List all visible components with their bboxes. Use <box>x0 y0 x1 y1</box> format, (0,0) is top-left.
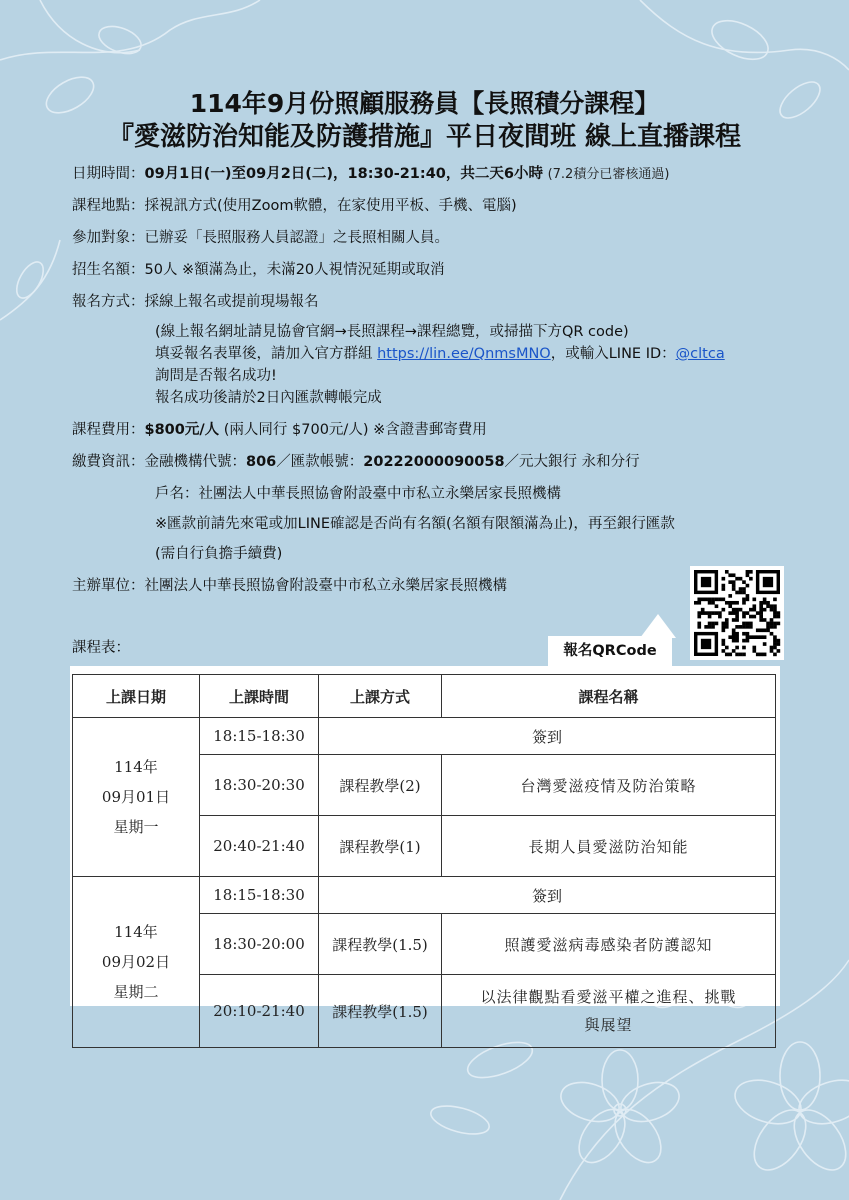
title-line-1: 114年9月份照顧服務員【長照積分課程】 <box>189 89 660 118</box>
payment-note-1: ※匯款前請先來電或加LINE確認是否尚有名額(名額有限額滿為止)，再至銀行匯款 <box>155 516 675 532</box>
fee-rest: (兩人同行 $700元/人) ※含證書郵寄費用 <box>219 422 487 438</box>
title-line-2: 『愛滋防治知能及防護措施』平日夜間班 線上直播課程 <box>107 122 742 152</box>
day2-time-2: 18:30-20:00 <box>200 914 319 975</box>
schedule-table-container <box>70 666 780 1034</box>
quota-value: 50人 ※額滿為止，未滿20人視情況延期或取消 <box>144 262 445 278</box>
signup-line-3: 詢問是否報名成功! <box>155 368 277 384</box>
date-label: 日期時間： <box>72 166 145 182</box>
day2-time-1: 18:15-18:30 <box>200 877 319 914</box>
day2-mode-3: 課程教學(1.5) <box>319 975 442 1048</box>
organizer-label: 主辦單位： <box>72 578 145 594</box>
payment-row <box>72 452 640 472</box>
signup-value: 採線上報名或提前現場報名 <box>144 294 319 310</box>
day2-time-3: 20:10-21:40 <box>200 975 319 1048</box>
bank-code: 806 <box>246 454 277 470</box>
day1-course-2: 台灣愛滋疫情及防治策略 <box>442 755 776 816</box>
day2-course-3-line-2: 與展望 <box>584 1016 633 1034</box>
header-date: 上課日期 <box>73 675 200 718</box>
place-row <box>72 196 517 216</box>
organizer-value: 社團法人中華長照協會附設臺中市私立永樂居家長照機構 <box>144 578 507 594</box>
quota-label: 招生名額： <box>72 262 145 278</box>
day2-course-2: 照護愛滋病毒感染者防護認知 <box>442 914 776 975</box>
account-label: ／匯款帳號： <box>276 454 364 470</box>
day2-course-3 <box>442 975 776 1048</box>
line-id-link[interactable]: @cltca <box>675 346 725 362</box>
qr-code-image <box>690 566 784 660</box>
day1-checkin: 簽到 <box>319 718 776 755</box>
qr-callout-label: 報名QRCode <box>548 636 672 666</box>
date-row <box>72 164 669 185</box>
payment-note-2: (需自行負擔手續費) <box>155 546 283 562</box>
signup-line-4: 報名成功後請於2日內匯款轉帳完成 <box>155 390 382 406</box>
target-label: 參加對象： <box>72 230 145 246</box>
place-label: 課程地點： <box>72 198 145 214</box>
day1-weekday: 星期一 <box>113 818 159 836</box>
day1-time-2: 18:30-20:30 <box>200 755 319 816</box>
day2-mode-2: 課程教學(1.5) <box>319 914 442 975</box>
table-row <box>73 718 776 755</box>
date-note: (7.2積分已審核通過) <box>547 167 670 182</box>
header-course: 課程名稱 <box>442 675 776 718</box>
quota-row <box>72 260 445 280</box>
day2-date-cell <box>73 877 200 1048</box>
signup-label: 報名方式： <box>72 294 145 310</box>
schedule-table <box>72 674 776 1048</box>
day2-weekday: 星期二 <box>113 983 159 1001</box>
day2-checkin: 簽到 <box>319 877 776 914</box>
day2-year: 114年 <box>114 923 158 941</box>
bank-name: ／元大銀行 永和分行 <box>504 454 640 470</box>
day1-date: 09月01日 <box>101 788 171 806</box>
fee-label: 課程費用： <box>72 422 145 438</box>
date-value: 09月1日(一)至09月2日(二)，18:30-21:40，共二天6小時 <box>144 166 543 182</box>
line-group-link[interactable]: https://lin.ee/QnmsMNO <box>377 346 551 362</box>
fee-row <box>72 420 487 440</box>
day1-time-3: 20:40-21:40 <box>200 816 319 877</box>
header-time: 上課時間 <box>200 675 319 718</box>
place-value: 採視訊方式(使用Zoom軟體，在家使用平板、手機、電腦) <box>144 198 517 214</box>
signup-line-2 <box>155 344 725 364</box>
table-header-row <box>73 675 776 718</box>
account-number: 20222000090058 <box>363 454 505 470</box>
signup-line-1: (線上報名網址請見協會官網→長照課程→課程總覽，或掃描下方QR code) <box>155 324 629 340</box>
target-row <box>72 228 449 248</box>
table-row <box>73 877 776 914</box>
account-holder: 戶名：社團法人中華長照協會附設臺中市私立永樂居家長照機構 <box>155 486 561 502</box>
day1-year: 114年 <box>114 758 158 776</box>
signup-row <box>72 292 319 312</box>
qr-callout-pointer <box>640 614 676 638</box>
day2-date: 09月02日 <box>101 953 171 971</box>
schedule-label: 課程表： <box>72 640 130 656</box>
payment-label: 繳費資訊： <box>72 454 145 470</box>
bank-code-label: 金融機構代號： <box>144 454 246 470</box>
fee-price: $800元/人 <box>144 422 220 438</box>
signup-line-2-mid: ，或輸入LINE ID： <box>550 346 676 362</box>
target-value: 已辦妥「長照服務人員認證」之長照相關人員。 <box>144 230 449 246</box>
header-mode: 上課方式 <box>319 675 442 718</box>
day1-time-1: 18:15-18:30 <box>200 718 319 755</box>
day1-mode-2: 課程教學(2) <box>319 755 442 816</box>
day2-course-3-line-1: 以法律觀點看愛滋平權之進程、挑戰 <box>480 988 737 1006</box>
day1-date-cell <box>73 718 200 877</box>
signup-line-2-pre: 填妥報名表單後，請加入官方群組 <box>155 346 378 362</box>
day1-mode-3: 課程教學(1) <box>319 816 442 877</box>
day1-course-3: 長期人員愛滋防治知能 <box>442 816 776 877</box>
organizer-row <box>72 576 507 596</box>
signup-qr-code[interactable] <box>690 566 784 660</box>
